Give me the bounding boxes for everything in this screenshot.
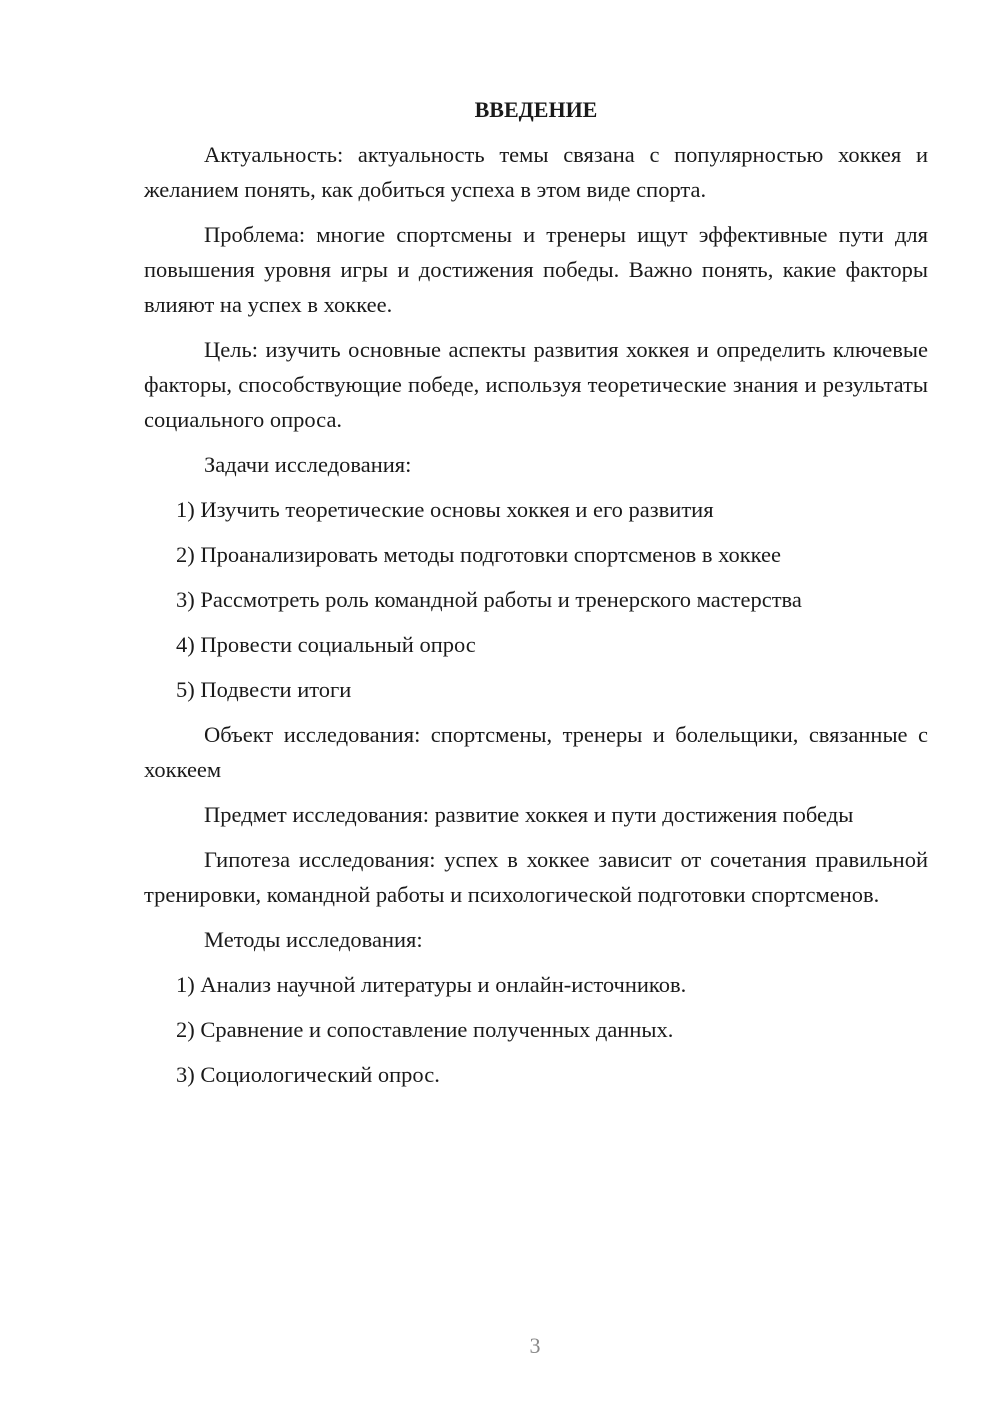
document-page <box>144 92 928 1102</box>
goal-paragraph: Цель: изучить основные аспекты развития хоккея и определить ключевые факторы, способствующие победе, используя теоретические знания и результаты социального опроса. <box>144 337 928 432</box>
object-paragraph: Объект исследования: спортсмены, тренеры и болельщики, связанные с хоккеем <box>144 722 928 782</box>
method-item-1: 1) Анализ научной литературы и онлайн-источников. <box>176 972 687 997</box>
task-item-3: 3) Рассмотреть роль командной работы и тренерского мастерства <box>176 587 802 612</box>
method-item-3: 3) Социологический опрос. <box>176 1062 440 1087</box>
task-item-1: 1) Изучить теоретические основы хоккея и его развития <box>176 497 714 522</box>
page-number: 3 <box>529 1333 541 1358</box>
hypothesis-paragraph: Гипотеза исследования: успех в хоккее зависит от сочетания правильной тренировки, командной работы и психологической подготовки спортсменов. <box>144 847 928 907</box>
subject-paragraph: Предмет исследования: развитие хоккея и пути достижения победы <box>204 802 854 827</box>
problem-paragraph: Проблема: многие спортсмены и тренеры ищут эффективные пути для повышения уровня игры и достижения победы. Важно понять, какие факторы влияют на успех в хоккее. <box>144 222 928 317</box>
methods-heading: Методы исследования: <box>204 927 423 952</box>
page-title: ВВЕДЕНИЕ <box>474 97 598 122</box>
task-item-5: 5) Подвести итоги <box>176 677 352 702</box>
task-item-4: 4) Провести социальный опрос <box>176 632 476 657</box>
relevance-paragraph: Актуальность: актуальность темы связана с популярностью хоккея и желанием понять, как добиться успеха в этом виде спорта. <box>144 142 928 202</box>
task-item-2: 2) Проанализировать методы подготовки спортсменов в хоккее <box>176 542 782 567</box>
tasks-heading: Задачи исследования: <box>204 452 412 477</box>
method-item-2: 2) Сравнение и сопоставление полученных данных. <box>176 1017 674 1042</box>
